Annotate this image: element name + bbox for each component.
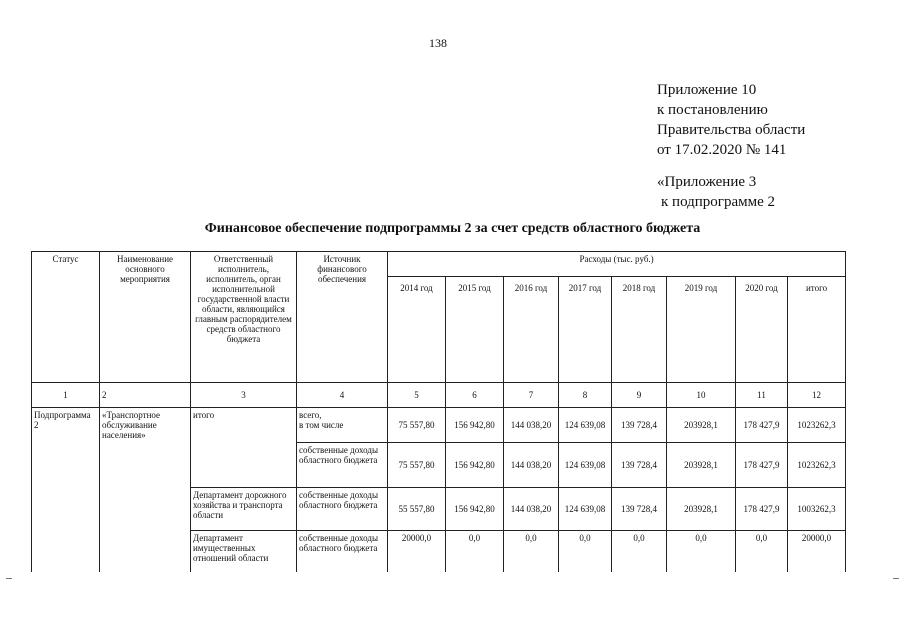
value-cell: 144 038,20 [504,443,559,488]
executor-cell: итого [191,408,297,488]
column-number: 9 [612,383,667,408]
value-cell: 139 728,4 [612,488,667,531]
column-number: 1 [32,383,100,408]
value-cell: 1003262,3 [788,488,846,531]
status-cell: Подпрограмма 2 [32,408,100,573]
value-cell: 0,0 [504,531,559,573]
header-year: 2017 год [559,277,612,383]
source-cell: собственные доходы областного бюджета [297,443,388,488]
value-cell: 178 427,9 [736,408,788,443]
value-cell: 1023262,3 [788,408,846,443]
column-number: 11 [736,383,788,408]
header-expenses: Расходы (тыс. руб.) [388,252,846,277]
value-cell: 156 942,80 [446,488,504,531]
value-cell: 1023262,3 [788,443,846,488]
appendix-line-3: Правительства области [657,122,806,138]
scan-edge-mark [6,578,12,579]
appendix-line-2: к постановлению [657,102,768,118]
document-title: Финансовое обеспечение подпрограммы 2 за счет средств областного бюджета [204,221,701,236]
value-cell: 124 639,08 [559,488,612,531]
value-cell: 178 427,9 [736,443,788,488]
value-cell: 139 728,4 [612,443,667,488]
scan-edge-mark [893,578,899,579]
column-number: 8 [559,383,612,408]
column-number: 5 [388,383,446,408]
executor-cell: Департамент дорожного хозяйства и транспорта области [191,488,297,531]
column-number: 12 [788,383,846,408]
page-number: 138 [429,36,447,50]
finance-table [31,251,846,572]
header-executor: Ответственный исполнитель, исполнитель, орган исполнительной государственной власти области, являющийся главным распорядителем средств областного бюджета [191,252,297,383]
appendix-line-1: Приложение 10 [657,82,757,98]
value-cell: 156 942,80 [446,408,504,443]
header-year: 2020 год [736,277,788,383]
measure-name-cell: «Транспортное обслуживание населения» [100,408,191,573]
value-cell: 203928,1 [667,408,736,443]
value-cell: 124 639,08 [559,408,612,443]
column-number-row [32,383,846,408]
header-status: Статус [32,252,100,383]
value-cell: 0,0 [559,531,612,573]
header-row-1 [32,252,846,277]
value-cell: 156 942,80 [446,443,504,488]
column-number: 6 [446,383,504,408]
source-cell: собственные доходы областного бюджета [297,488,388,531]
column-number: 4 [297,383,388,408]
column-number: 7 [504,383,559,408]
value-cell: 0,0 [446,531,504,573]
value-cell: 203928,1 [667,443,736,488]
value-cell: 139 728,4 [612,408,667,443]
value-cell: 178 427,9 [736,488,788,531]
value-cell: 55 557,80 [388,488,446,531]
value-cell: 20000,0 [788,531,846,573]
value-cell: 20000,0 [388,531,446,573]
value-cell: 203928,1 [667,488,736,531]
table-row [32,408,846,443]
appendix-line-5: «Приложение 3 [657,174,757,190]
column-number: 2 [100,383,191,408]
column-number: 3 [191,383,297,408]
value-cell: 0,0 [736,531,788,573]
header-year: 2016 год [504,277,559,383]
source-cell: собственные доходы областного бюджета [297,531,388,573]
appendix-block [657,80,805,212]
value-cell: 144 038,20 [504,488,559,531]
appendix-line-4: от 17.02.2020 № 141 [657,142,787,158]
executor-cell: Департамент имущественных отношений области [191,531,297,573]
value-cell: 75 557,80 [388,443,446,488]
header-year: 2015 год [446,277,504,383]
header-total: итого [788,277,846,383]
header-name: Наименование основного мероприятия [100,252,191,383]
value-cell: 75 557,80 [388,408,446,443]
source-cell: всего, в том числе [297,408,388,443]
header-year: 2019 год [667,277,736,383]
header-year: 2018 год [612,277,667,383]
header-year: 2014 год [388,277,446,383]
header-source: Источник финансового обеспечения [297,252,388,383]
column-number: 10 [667,383,736,408]
value-cell: 124 639,08 [559,443,612,488]
value-cell: 144 038,20 [504,408,559,443]
value-cell: 0,0 [612,531,667,573]
appendix-line-6: к подпрограмме 2 [661,194,775,210]
value-cell: 0,0 [667,531,736,573]
